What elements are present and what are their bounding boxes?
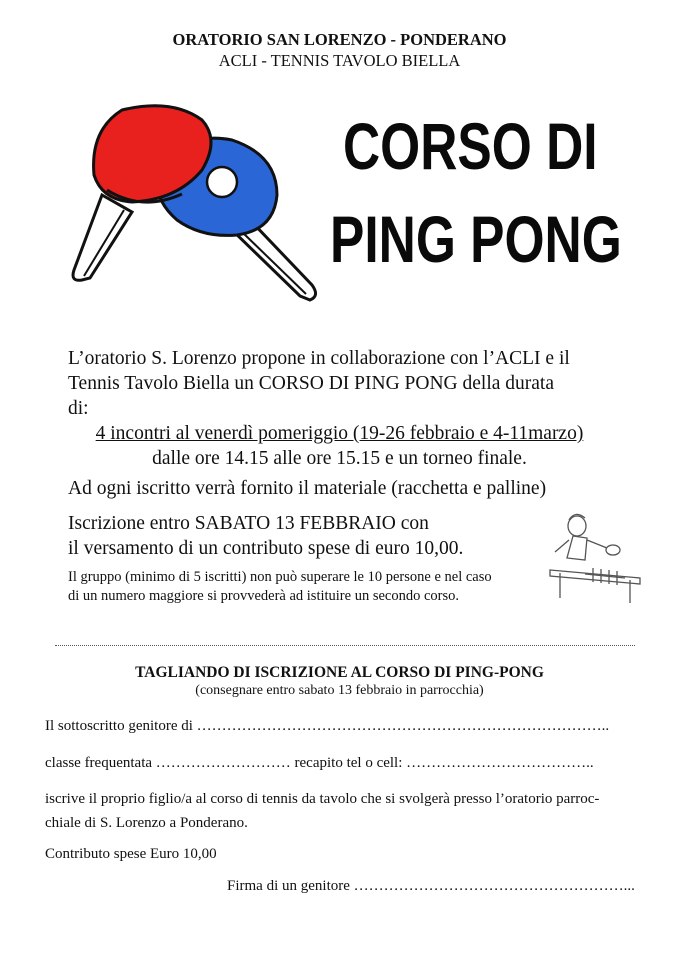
- ball: [207, 167, 237, 197]
- material-line: Ad ogni iscritto verrà fornito il materiale (racchetta e palline): [68, 478, 547, 499]
- red-paddle-handle: [73, 195, 132, 280]
- form-class-phone-field: classe frequentata ……………………… recapito tel o cell: ………………………………..: [45, 755, 594, 771]
- ping-pong-paddles-illustration: [62, 100, 332, 315]
- player-sketch-illustration: [545, 508, 645, 608]
- form-signature-field: Firma di un genitore ………………………………………………...: [227, 878, 635, 894]
- main-title-line1: CORSO DI: [343, 109, 598, 183]
- group-note-line2: di un numero maggiore si provvederà ad istituire un secondo corso.: [68, 588, 459, 604]
- schedule-line2: dalle ore 14.15 alle ore 15.15 e un torneo finale.: [152, 448, 527, 469]
- enrollment-line1: Iscrizione entro SABATO 13 FEBBRAIO con: [68, 513, 429, 534]
- coupon-subtitle: (consegnare entro sabato 13 febbraio in parrocchia): [195, 683, 484, 698]
- form-parent-field: Il sottoscritto genitore di ………………………………………………………………………..: [45, 718, 610, 734]
- group-note-line1: Il gruppo (minimo di 5 iscritti) non può superare le 10 persone e nel caso: [68, 569, 492, 585]
- main-title-line2: PING PONG: [330, 202, 622, 276]
- cut-line-separator: [55, 645, 635, 646]
- schedule-line1: 4 incontri al venerdì pomeriggio (19-26 febbraio e 4-11marzo): [95, 423, 584, 444]
- form-enroll-line2: chiale di S. Lorenzo a Ponderano.: [45, 815, 248, 831]
- organizer-title: ORATORIO SAN LORENZO - PONDERANO: [172, 30, 507, 49]
- coupon-title: TAGLIANDO DI ISCRIZIONE AL CORSO DI PING-PONG: [135, 664, 544, 681]
- organizer-subtitle: ACLI - TENNIS TAVOLO BIELLA: [218, 51, 461, 70]
- enrollment-line2: il versamento di un contributo spese di euro 10,00.: [68, 538, 464, 559]
- intro-line1: L’oratorio S. Lorenzo propone in collaborazione con l’ACLI e il: [68, 348, 570, 369]
- intro-line3: di:: [68, 398, 89, 419]
- form-fee-line: Contributo spese Euro 10,00: [45, 846, 217, 862]
- intro-line2: Tennis Tavolo Biella un CORSO DI PING PONG della durata: [68, 373, 554, 394]
- form-enroll-line1: iscrive il proprio figlio/a al corso di tennis da tavolo che si svolgerà presso l’oratorio parroc-: [45, 791, 600, 807]
